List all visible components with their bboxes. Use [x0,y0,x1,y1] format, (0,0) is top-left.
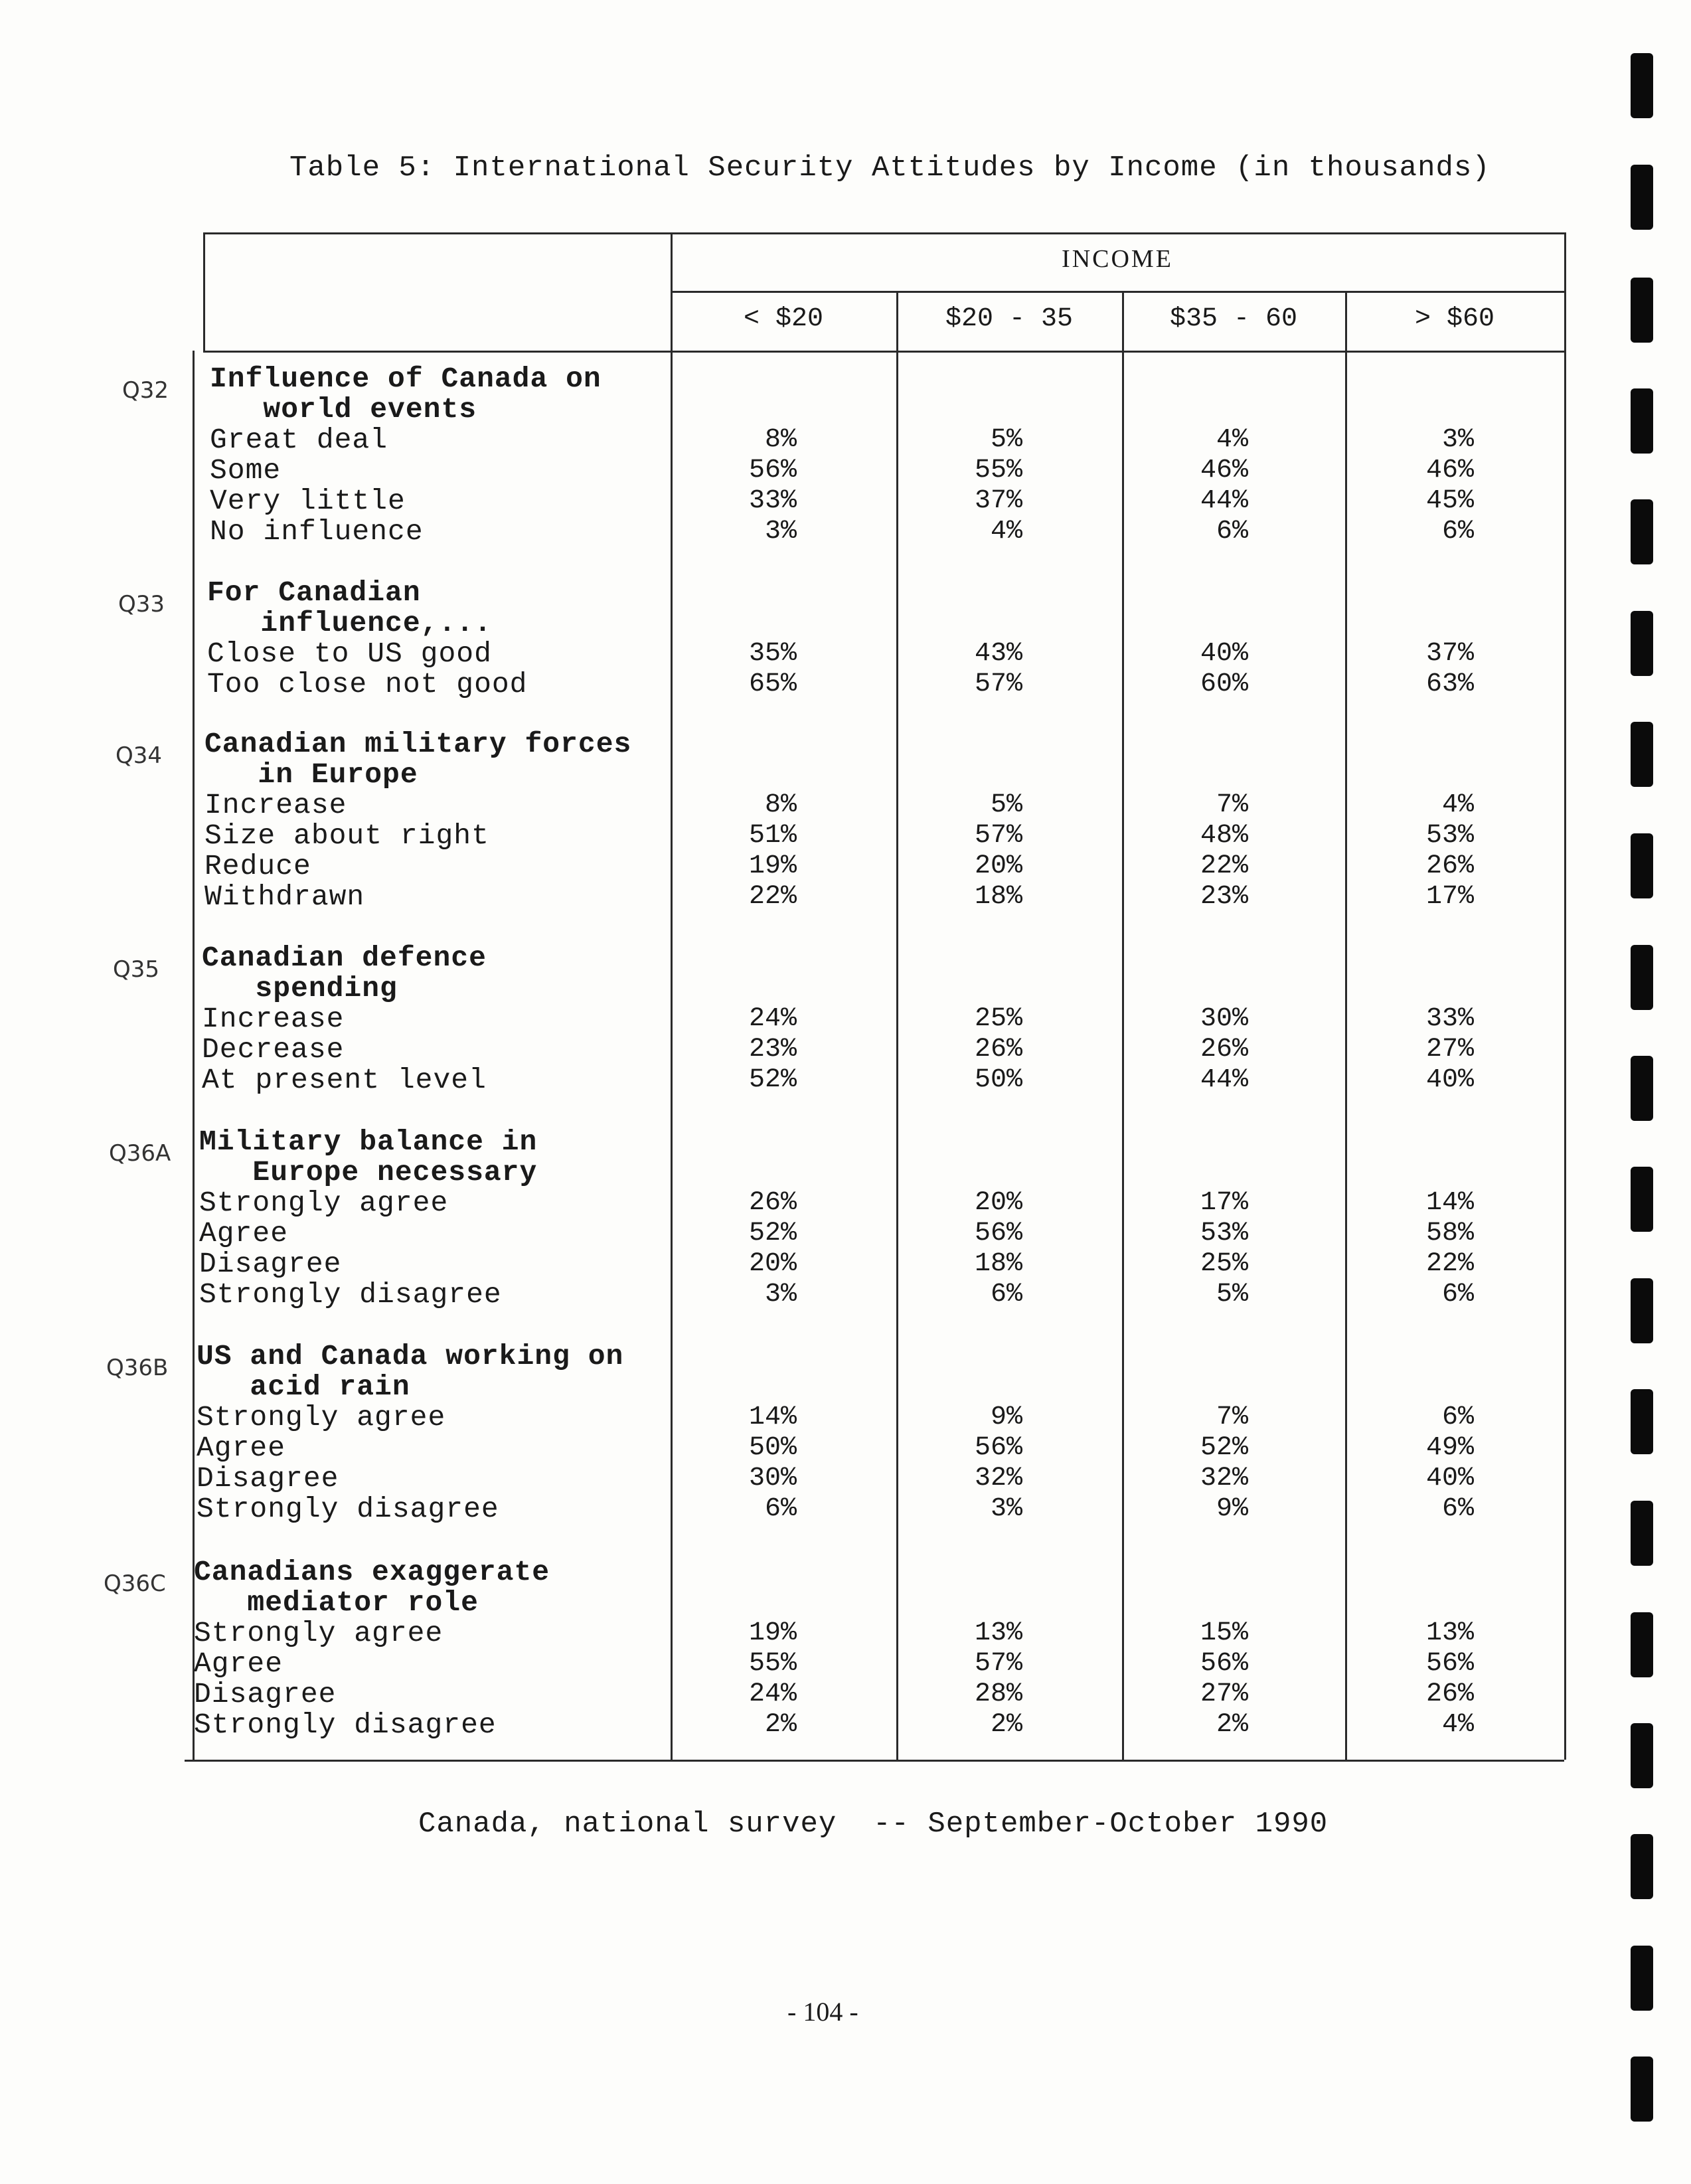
section-title: Europe necessary [199,1156,538,1189]
binding-hole [1631,165,1653,230]
section-title: acid rain [197,1371,410,1403]
table-cell: 25% [1200,1249,1248,1279]
binding-hole [1631,1389,1653,1454]
table-cell: 33% [748,486,797,516]
row-label: Size about right [204,819,489,852]
row-label: Agree [197,1432,286,1464]
table-cell: 26% [1425,1679,1474,1709]
table-cell: 6% [990,1280,1022,1309]
table-cell: 14% [1425,1188,1474,1218]
row-label: Disagree [197,1462,339,1495]
table-cell: 19% [748,851,797,881]
section-title: Canadians exaggerate [194,1556,550,1588]
table-cell: 57% [974,821,1022,851]
table-cell: 4% [1441,790,1474,820]
table-cell: 20% [974,1188,1022,1218]
binding-hole [1631,1501,1653,1566]
row-label: Agree [194,1647,283,1680]
table-cell: 33% [1425,1004,1474,1034]
table-cell: 63% [1425,669,1474,699]
table-cell: 4% [990,517,1022,546]
row-label: Strongly disagree [199,1278,502,1311]
table-cell: 17% [1425,882,1474,912]
table-cell: 24% [748,1004,797,1034]
row-label: Too close not good [207,668,528,701]
row-label: Increase [204,789,347,821]
table-cell: 23% [1200,882,1248,912]
binding-hole [1631,499,1653,564]
section-title: Canadian defence [202,942,487,974]
question-code: Q35 [113,956,160,983]
table-cell: 23% [748,1035,797,1064]
table-cell: 13% [1425,1618,1474,1648]
table-cell: 58% [1425,1218,1474,1248]
row-label: Strongly agree [199,1187,449,1219]
table-footer: Canada, national survey -- September-October 1990 [418,1807,1329,1841]
table-cell: 30% [748,1464,797,1493]
table-cell: 14% [748,1402,797,1432]
table-cell: 65% [748,669,797,699]
table-cell: 37% [974,486,1022,516]
page-number: - 104 - [787,1997,858,2027]
table-bottom-border [185,1760,1564,1762]
row-label: Very little [210,485,406,517]
table-cell: 55% [748,1649,797,1679]
table-cell: 57% [974,1649,1022,1679]
binding-hole [1631,278,1653,343]
table-cell: 40% [1200,639,1248,669]
binding-hole [1631,945,1653,1010]
binding-hole [1631,833,1653,898]
section-title: US and Canada working on [197,1340,624,1373]
table-cell: 18% [974,1249,1022,1279]
binding-hole [1631,1278,1653,1343]
table-cell: 32% [974,1464,1022,1493]
table-cell: 55% [974,456,1022,485]
row-label: Strongly disagree [197,1493,499,1525]
table-cell: 9% [990,1402,1022,1432]
table-cell: 56% [1200,1649,1248,1679]
table-cell: 32% [1200,1464,1248,1493]
table-cell: 50% [748,1433,797,1463]
section-title: Canadian military forces [204,728,632,760]
table-cell: 26% [1425,851,1474,881]
row-label: Great deal [210,424,388,456]
table-cell: 8% [764,790,797,820]
table-cell: 60% [1200,669,1248,699]
section-title: spending [202,972,398,1005]
table-cell: 3% [764,1280,797,1309]
table-cell: 43% [974,639,1022,669]
table-cell: 53% [1200,1218,1248,1248]
binding-hole [1631,1723,1653,1788]
table-cell: 2% [990,1710,1022,1740]
table-cell: 44% [1200,486,1248,516]
table-cell: 17% [1200,1188,1248,1218]
table-cell: 44% [1200,1065,1248,1095]
row-label: Strongly agree [194,1617,443,1649]
table-cell: 7% [1216,1402,1248,1432]
section-title: influence,... [207,607,492,639]
section-title: mediator role [194,1586,479,1619]
row-label: Agree [199,1217,289,1250]
table-left-border-body [193,351,195,1760]
row-label: No influence [210,515,424,548]
row-label: Disagree [199,1248,342,1280]
table-cell: 5% [990,790,1022,820]
row-label: Disagree [194,1678,337,1711]
row-label: Strongly disagree [194,1709,497,1741]
binding-hole [1631,1946,1653,2011]
row-label: At present level [202,1064,487,1096]
table-cell: 27% [1425,1035,1474,1064]
binding-hole [1631,388,1653,454]
table-cell: 6% [1216,517,1248,546]
question-code: Q36A [109,1140,171,1167]
section-title: world events [210,393,477,426]
table-cell: 4% [1441,1710,1474,1740]
binding-hole [1631,1167,1653,1232]
table-cell: 6% [764,1494,797,1524]
column-header: < $20 [743,304,824,334]
table-cell: 37% [1425,639,1474,669]
header-bottom-border [203,351,1564,353]
table-cell: 48% [1200,821,1248,851]
row-label: Withdrawn [204,881,365,913]
section-title: For Canadian [207,576,421,609]
binding-hole [1631,1612,1653,1677]
binding-hole [1631,2057,1653,2122]
table-cell: 3% [764,517,797,546]
column-header: $35 - 60 [1169,304,1298,334]
table-cell: 8% [764,425,797,455]
table-cell: 20% [748,1249,797,1279]
table-cell: 5% [990,425,1022,455]
table-cell: 22% [1200,851,1248,881]
section-title: in Europe [204,758,418,791]
table-cell: 35% [748,639,797,669]
column-header: $20 - 35 [945,304,1074,334]
row-label: Strongly agree [197,1401,446,1434]
table-cell: 26% [974,1035,1022,1064]
table-cell: 45% [1425,486,1474,516]
binding-hole [1631,611,1653,676]
table-cell: 6% [1441,1402,1474,1432]
income-header: INCOME [1062,245,1173,273]
table-cell: 26% [1200,1035,1248,1064]
table-cell: 25% [974,1004,1022,1034]
table-cell: 18% [974,882,1022,912]
binding-hole [1631,1056,1653,1121]
table-cell: 56% [974,1433,1022,1463]
table-cell: 2% [1216,1710,1248,1740]
question-code: Q36B [106,1355,169,1381]
table-cell: 6% [1441,517,1474,546]
table-left-border-head [203,232,205,351]
table-cell: 2% [764,1710,797,1740]
table-right-border [1564,232,1566,1760]
table-cell: 46% [1200,456,1248,485]
table-cell: 49% [1425,1433,1474,1463]
table-cell: 22% [1425,1249,1474,1279]
table-cell: 20% [974,851,1022,881]
table-cell: 52% [748,1065,797,1095]
section-title: Military balance in [199,1126,538,1158]
table-cell: 6% [1441,1280,1474,1309]
table-cell: 52% [1200,1433,1248,1463]
table-cell: 4% [1216,425,1248,455]
table-cell: 24% [748,1679,797,1709]
table-cell: 19% [748,1618,797,1648]
table-cell: 26% [748,1188,797,1218]
binding-hole [1631,1834,1653,1899]
table-cell: 56% [974,1218,1022,1248]
section-title: Influence of Canada on [210,363,602,395]
table-cell: 57% [974,669,1022,699]
table-cell: 6% [1441,1494,1474,1524]
table-cell: 13% [974,1618,1022,1648]
table-cell: 53% [1425,821,1474,851]
question-code: Q36C [104,1570,166,1597]
table-cell: 46% [1425,456,1474,485]
table-cell: 5% [1216,1280,1248,1309]
row-label: Some [210,454,282,487]
table-cell: 27% [1200,1679,1248,1709]
table-cell: 7% [1216,790,1248,820]
table-cell: 56% [748,456,797,485]
row-label: Reduce [204,850,311,882]
column-header: > $60 [1414,304,1495,334]
question-code: Q33 [118,591,165,618]
table-cell: 28% [974,1679,1022,1709]
table-cell: 22% [748,882,797,912]
binding-hole [1631,53,1653,118]
income-header-divider [671,291,1564,293]
row-label: Close to US good [207,637,492,670]
table-cell: 50% [974,1065,1022,1095]
table-cell: 52% [748,1218,797,1248]
table-cell: 51% [748,821,797,851]
table-cell: 9% [1216,1494,1248,1524]
table-cell: 3% [990,1494,1022,1524]
table-top-border [203,232,1564,234]
question-code: Q34 [116,742,163,769]
table-cell: 56% [1425,1649,1474,1679]
row-label: Decrease [202,1033,345,1066]
table-cell: 15% [1200,1618,1248,1648]
table-cell: 40% [1425,1464,1474,1493]
table-cell: 40% [1425,1065,1474,1095]
question-code: Q32 [122,377,169,404]
row-label: Increase [202,1003,345,1035]
table-title: Table 5: International Security Attitudes by Income (in thousands) [289,151,1490,185]
binding-hole [1631,722,1653,787]
table-cell: 3% [1441,425,1474,455]
table-cell: 30% [1200,1004,1248,1034]
